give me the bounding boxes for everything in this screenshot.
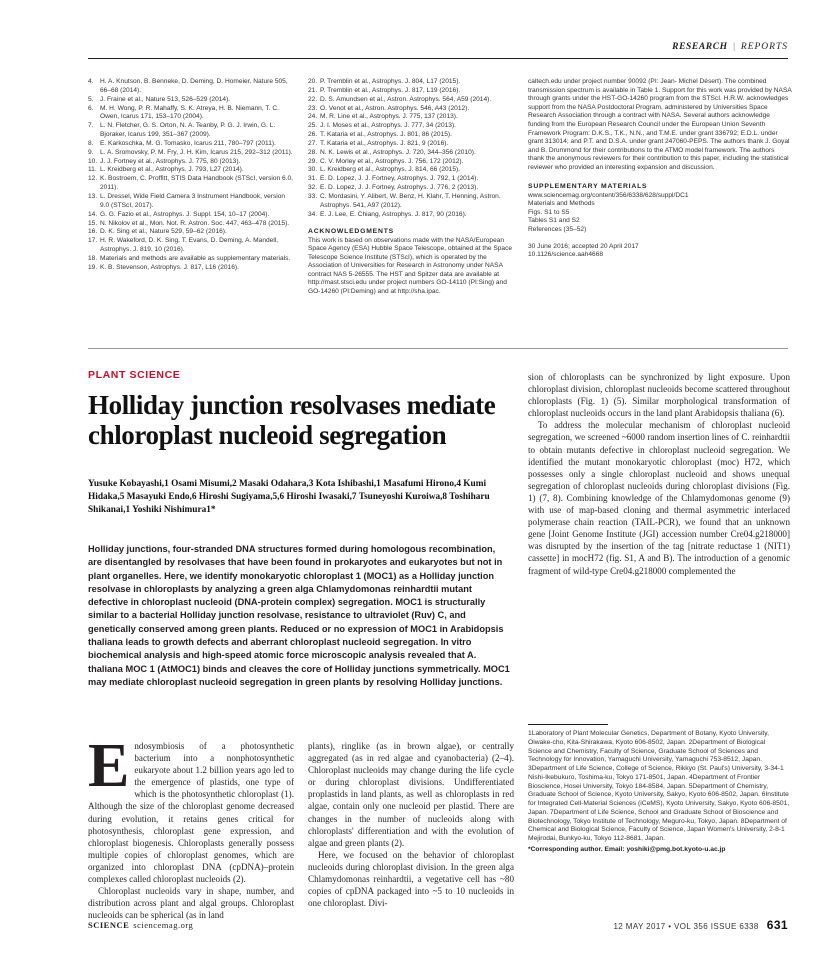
reference-item	[88, 264, 294, 273]
reference-text: E. Karkoschka, M. G. Tomasko, Icarus 211, 780–797 (2011).	[100, 139, 276, 147]
reference-item	[308, 131, 514, 140]
supplementary-line: References (35–52)	[528, 225, 587, 233]
body-paragraph: plants), ringlike (as in brown algae), or centrally aggregated (as in red algae and cyanobacteria) (2–4). Chloroplast nucleoids may change during the life cycle or during chloroplast divisions. Undifferentiated proplastids in land plants, as well as chloroplasts in red algae, contain only one nucleoid per plastid. There are changes in the number of nucleoids along with chloroplasts' differentiation and with the evolution of algae and green plants (2).	[308, 741, 514, 848]
reference-number: 30.	[308, 166, 318, 174]
reference-number: 28.	[308, 148, 318, 156]
reference-number: 6.	[88, 104, 94, 112]
reference-text: L. Kreidberg et al., Astrophys. J. 814, 66 (2015).	[320, 166, 461, 174]
reference-number: 7.	[88, 122, 94, 130]
reference-item	[308, 113, 514, 122]
reference-item	[308, 211, 514, 220]
reference-item	[88, 255, 294, 264]
reference-number: 17.	[88, 237, 98, 245]
header-section: RESEARCH	[672, 42, 728, 52]
reference-text: Materials and methods are available as supplementary materials.	[100, 254, 291, 262]
reference-text: L. A. Sromovsky, P. M. Fry, J. H. Kim, Icarus 215, 292–312 (2011).	[100, 148, 293, 156]
reference-item	[88, 158, 294, 167]
running-header	[672, 42, 788, 52]
supplementary-line: Materials and Methods	[528, 200, 595, 208]
body-paragraph: Chloroplast nucleoids vary in shape, number, and distribution across plant and algal groups. Chloroplast nucleoids can be spherical (as in land	[88, 886, 294, 921]
reference-number: 25.	[308, 122, 318, 130]
reference-text: H. A. Knutson, B. Benneke, D. Deming, D. Homeier, Nature 505, 66–68 (2014).	[100, 78, 288, 94]
reference-list-col2	[308, 78, 514, 220]
reference-text: D. K. Sing et al., Nature 529, 59–62 (2016).	[100, 228, 227, 236]
footer-journal-name: SCIENCE	[88, 920, 130, 930]
reference-number: 23.	[308, 104, 318, 112]
article-abstract: Holliday junctions, four-stranded DNA structures formed during homologous recombination, are disentangled by resolvases that have been found in prokaryotes and eukaryotes but not in plant organelles. Here, we identify monokaryotic chloroplast 1 (MOC1) as a Holliday junction resolvase in chloroplasts by analyzing a green alga Chlamydomonas reinhardtii mutant defective in chloroplast nucleoid (DNA-protein complex) segregation. MOC1 is structurally similar to a bacterial Holliday junction resolvase, resistance to ultraviolet (Ruv) C, and genetically conserved among green plants. Reduced or no expression of MOC1 in Arabidopsis thaliana leads to growth defects and aberrant chloroplast nucleoid segregation. In vitro biochemical analysis and high-speed atomic force microscopic analysis revealed that A. thaliana MOC 1 (AtMOC1) binds and cleaves the core of Holliday junctions symmetrically. MOC1 may mediate chloroplast nucleoid segregation in green plants by resolving Holliday junctions.	[88, 544, 510, 687]
reference-number: 24.	[308, 113, 318, 121]
reference-item	[88, 78, 294, 96]
reference-item	[88, 149, 294, 158]
reference-text: P. Tremblin et al., Astrophys. J. 817, L19 (2016).	[320, 86, 461, 94]
supplementary-line: Figs. S1 to S5	[528, 208, 570, 216]
funding-text: caltech.edu under project number 90092 (PI: Jean- Michel Désert). The combined transmission spectrum is available in Table 1. Support for this work was provided by NASA through grants under the HST-GO-14260 program from the STScI. H.R.W. acknowledges support from the NASA Postdoctoral Program, administered by Universities Space Research Association through a contract with NASA. Several authors acknowledge funding from the European Research Council under the European Union Seventh Framework Program: D.K.S., T.K., N.N., and T.M.E. under grant 336792; E.D.L. under grant 313014; and P.T. and D.S.A. under grant 247060-PEPS. The authors thank J. Goyal and B. Drummond for their contributions to the ATMO model framework. The authors thank the anonymous reviewers for their contribution to this paper, including the statistical reviewer who provided an interesting expansion and discussion.	[528, 78, 792, 171]
reference-text: H. R. Wakeford, D. K. Sing, T. Evans, D. Deming, A. Mandell, Astrophys. J. 819, 10 (2016).	[100, 237, 279, 254]
reference-number: 32.	[308, 184, 318, 192]
article-kicker: PLANT SCIENCE	[88, 369, 181, 381]
reference-item	[88, 220, 294, 229]
body-col2	[308, 740, 514, 909]
reference-text: O. Venot et al., Astron. Astrophys. 546, A43 (2012).	[320, 104, 470, 112]
reference-list-col1	[88, 78, 294, 273]
reference-text: J. J. Fortney et al., Astrophys. J. 775, 80 (2013).	[100, 157, 241, 165]
reference-number: 9.	[88, 148, 94, 156]
reference-item	[88, 105, 294, 123]
received-accepted-dates: 30 June 2016; accepted 20 April 2017	[528, 242, 639, 250]
article-authors: Yusuke Kobayashi,1 Osami Misumi,2 Masaki Odahara,3 Kota Ishibashi,1 Masafumi Hirono,4 Kumi Hidaka,5 Masayuki Endo,6 Hiroshi Sugiyama,5,6 Hiroshi Iwasaki,7 Tsuneyoshi Kuroiwa,8 Toshiharu Shikanai,1 Yoshiki Nishimura1*	[88, 479, 490, 515]
reference-number: 16.	[88, 228, 98, 236]
reference-number: 8.	[88, 139, 94, 147]
affiliations	[528, 730, 790, 855]
reference-item	[88, 237, 294, 255]
affiliations-text: 1Laboratory of Plant Molecular Genetics, Department of Botany, Kyoto University, Oiwake-cho, Kita-Shirakawa, Kyoto 606-8502, Japan. 2Department of Biological Science and Chemistry, Faculty of Science, Graduate School of Sciences and Technology for Innovation, Yamaguchi University, Yamaguchi 753-8512, Japan. 3Department of Life Science, College of Science, Rikkyo (St. Paul's) University, 3-34-1 Nishi-Ikebukuro, Toshima-ku, Tokyo 171-8501, Japan. 4Department of Frontier Bioscience, Hosei University, Tokyo 184-8584, Japan. 5Department of Chemistry, Graduate School of Science, Kyoto University, Sakyo, Kyoto 606-8502, Japan. 6Institute for Integrated Cell-Material Sciences (iCeMS), Kyoto University, Sakyo, Kyoto 606-8501, Japan. 7Department of Life Science, School and Graduate School of Bioscience and Biotechnology, Tokyo Institute of Technology, Meguro-ku, Tokyo, Japan. 8Department of Chemical and Biological Science, Faculty of Science, Japan Women's University, 2-8-1 Mejirodai, Bunkyo-ku, Tokyo 112-8681, Japan.	[528, 730, 790, 842]
reference-number: 29.	[308, 157, 318, 165]
reference-text: E. D. Lopez, J. J. Fortney, Astrophys. J. 776, 2 (2013).	[320, 184, 479, 192]
reference-text: T. Kataria et al., Astrophys. J. 801, 86 (2015).	[320, 131, 452, 139]
reference-item	[308, 122, 514, 131]
reference-text: K. Bostroem, C. Proffitt, STIS Data Handbook (STScI, version 6.0, 2011).	[100, 175, 294, 192]
reference-text: D. S. Amundsen et al., Astron. Astrophys. 564, A59 (2014).	[320, 95, 492, 103]
reference-number: 14.	[88, 210, 98, 218]
reference-text: L. Kreidberg et al., Astrophys. J. 793, L27 (2014).	[100, 166, 244, 174]
section-divider	[88, 348, 788, 349]
reference-text: T. Kataria et al., Astrophys. J. 821, 9 (2016).	[320, 139, 449, 147]
acknowledgments-heading: ACKNOWLEDGMENTS	[308, 227, 395, 235]
acknowledgments-text: This work is based on observations made with the NASA/European Space Agency (ESA) Hubble Space Telescope, obtained at the Space Telescope Science Institute (STScI), which is operated by the Association of Universities for Research in Astronomy under NASA contract NAS 5-26555. The HST and Spitzer data are available at http://mast.stsci.edu under project numbers GO-14110 (PI:Sing) and GO-14260 (PI:Deming) and at http://sha.ipac.	[308, 236, 513, 296]
body-paragraph: To address the molecular mechanism of chloroplast nucleoid segregation, we screened ~6000 random insertion lines of C. reinhardtii to obtain mutants defective in chloroplast nucleoid segregation. We identified the mutant monokaryotic chloroplast (moc) H72, which possesses only a single chloroplast nucleoid and shows unequal segregation of chloroplast nucleoids during chloroplast divisions (Fig. 1) (7, 8). Combining knowledge of the Chlamydomonas genome (9) with use of map-based cloning and thermal asymmetric interlaced polymerase chain reaction (TAIL-PCR), we found that an unknown gene [Joint Genome Institute (JGI) accession number Cre04.g218000] was disrupted by the insertion of the tag [nitrate reductase 1 (NIT1) cassette] in mocH72 (fig. S1, A and B). The introduction of a genomic fragment of wild-type Cre04.g218000 complemented the	[528, 420, 790, 576]
doi[interactable]: 10.1126/science.aah4668	[528, 251, 604, 259]
reference-item	[308, 140, 514, 149]
body-paragraph: ndosymbiosis of a photosynthetic bacterium into a nonphotosynthetic eukaryote about 1.2 billion years ago led to the emergence of plastids, one type of which is the photosynthetic chloroplast (1). Although the size of the chloroplast genome decreased during evolution, it retains genes critical for photosynthesis, chloroplast gene expression, and chloroplast biogenesis. Chloroplasts generally possess multiple copies of chloroplast genomes, which are organized into chloroplast DNA (cpDNA)–protein complexes called chloroplast nucleoids (2).	[88, 741, 294, 885]
supplementary-line: Tables S1 and S2	[528, 217, 580, 225]
reference-list-col2-block	[308, 78, 514, 297]
reference-number: 5.	[88, 95, 94, 103]
reference-number: 12.	[88, 175, 98, 183]
reference-text: M. H. Wong, P. R. Mahaffy, S. K. Atreya, H. B. Niemann, T. C. Owen, Icarus 171, 153–170 (2004).	[100, 104, 279, 121]
reference-item	[88, 122, 294, 140]
reference-item	[308, 158, 514, 167]
reference-number: 20.	[308, 78, 318, 85]
reference-item	[308, 149, 514, 158]
reference-text: J. I. Moses et al., Astrophys. J. 777, 34 (2013).	[320, 122, 456, 130]
reference-text: L. Dressel, Wide Field Camera 3 Instrument Handbook, version 9.0 (STScI, 2017).	[100, 192, 286, 209]
funding-block	[528, 78, 792, 260]
reference-text: M. R. Line et al., Astrophys. J. 775, 137 (2013).	[320, 113, 458, 121]
affiliations-rule	[528, 724, 608, 725]
reference-item	[308, 87, 514, 96]
reference-number: 26.	[308, 131, 318, 139]
reference-item	[308, 175, 514, 184]
reference-number: 10.	[88, 157, 98, 165]
supplementary-heading: SUPPLEMENTARY MATERIALS	[528, 182, 648, 190]
footer-issue-info: 12 MAY 2017 • VOL 356 ISSUE 6338	[613, 922, 759, 931]
reference-text: N. Nikolov et al., Mon. Not. R. Astron. Soc. 447, 463–478 (2015).	[100, 219, 290, 227]
header-subsection: REPORTS	[740, 42, 788, 52]
reference-item	[308, 105, 514, 114]
reference-text: J. Fraine et al., Nature 513, 526–529 (2014).	[100, 95, 231, 103]
reference-text: G. G. Fazio et al., Astrophys. J. Suppl. 154, 10–17 (2004).	[100, 210, 270, 218]
reference-item	[88, 140, 294, 149]
reference-item	[88, 175, 294, 193]
drop-cap: E	[88, 732, 130, 800]
reference-number: 19.	[88, 263, 98, 271]
reference-item	[308, 184, 514, 193]
reference-number: 11.	[88, 166, 97, 174]
reference-number: 31.	[308, 175, 318, 183]
reference-item	[308, 78, 514, 87]
body-col3	[528, 371, 790, 577]
reference-text: E. J. Lee, E. Chiang, Astrophys. J. 817, 90 (2016).	[320, 210, 467, 218]
reference-number: 27.	[308, 139, 318, 147]
reference-item	[308, 193, 514, 211]
body-col1	[88, 732, 294, 921]
article-title: Holliday junction resolvases mediate chloroplast nucleoid segregation	[88, 390, 496, 450]
reference-text: C. V. Morley et al., Astrophys. J. 756, 172 (2012).	[320, 157, 464, 165]
footer-site[interactable]: sciencemag.org	[133, 920, 194, 930]
reference-text: E. D. Lopez, J. J. Fortney, Astrophys. J. 792, 1 (2014).	[320, 175, 479, 183]
reference-number: 15.	[88, 219, 98, 227]
reference-text: C. Mordasini, Y. Alibert, W. Benz, H. Klahr, T. Henning, Astron. Astrophys. 541, A97 (2012).	[320, 192, 501, 209]
footer-issue	[613, 918, 788, 932]
reference-item	[88, 96, 294, 105]
reference-number: 4.	[88, 78, 94, 85]
reference-number: 18.	[88, 254, 98, 262]
reference-item	[88, 211, 294, 220]
supplementary-line[interactable]: www.sciencemag.org/content/356/6338/628/suppl/DC1	[528, 191, 689, 199]
reference-text: N. K. Lewis et al., Astrophys. J. 720, 344–356 (2010).	[320, 148, 476, 156]
reference-item	[88, 166, 294, 175]
header-separator: |	[732, 42, 736, 52]
reference-number: 22.	[308, 95, 318, 103]
page-number: 631	[766, 918, 788, 932]
reference-item	[308, 96, 514, 105]
reference-text: P. Tremblin et al., Astrophys. J. 804, L17 (2015).	[320, 78, 461, 85]
reference-number: 21.	[308, 86, 318, 94]
footer-journal	[88, 920, 193, 930]
reference-item	[88, 228, 294, 237]
reference-text: K. B. Stevenson, Astrophys. J. 817, L16 (2016).	[100, 263, 239, 271]
header-rule	[88, 58, 788, 59]
body-paragraph: sion of chloroplasts can be synchronized by light exposure. Upon chloroplast division, chloroplast nucleoids become scattered throughout chloroplasts (Fig. 1) (5). Similar morphological transformation of chloroplast nucleoids occurs in the land plant Arabidopsis thaliana (6).	[528, 372, 790, 419]
body-paragraph: Here, we focused on the behavior of chloroplast nucleoids during chloroplast division. In the green alga Chlamydomonas reinhardtii, a vegetative cell has ~80 copies of cpDNA packaged into ~5 to 10 nucleoids in one chloroplast. Divi-	[308, 849, 514, 909]
reference-number: 13.	[88, 192, 98, 200]
reference-text: L. N. Fletcher, G. S. Orton, N. A. Teanby, P. G. J. Irwin, G. L. Bjoraker, Icarus 199, 351–367 (2009).	[100, 122, 276, 139]
reference-item	[308, 166, 514, 175]
reference-number: 33.	[308, 192, 318, 200]
reference-number: 34.	[308, 210, 318, 218]
corresponding-author[interactable]: *Corresponding author. Email: yoshiki@pmg.bot.kyoto-u.ac.jp	[528, 845, 726, 853]
reference-item	[88, 193, 294, 211]
